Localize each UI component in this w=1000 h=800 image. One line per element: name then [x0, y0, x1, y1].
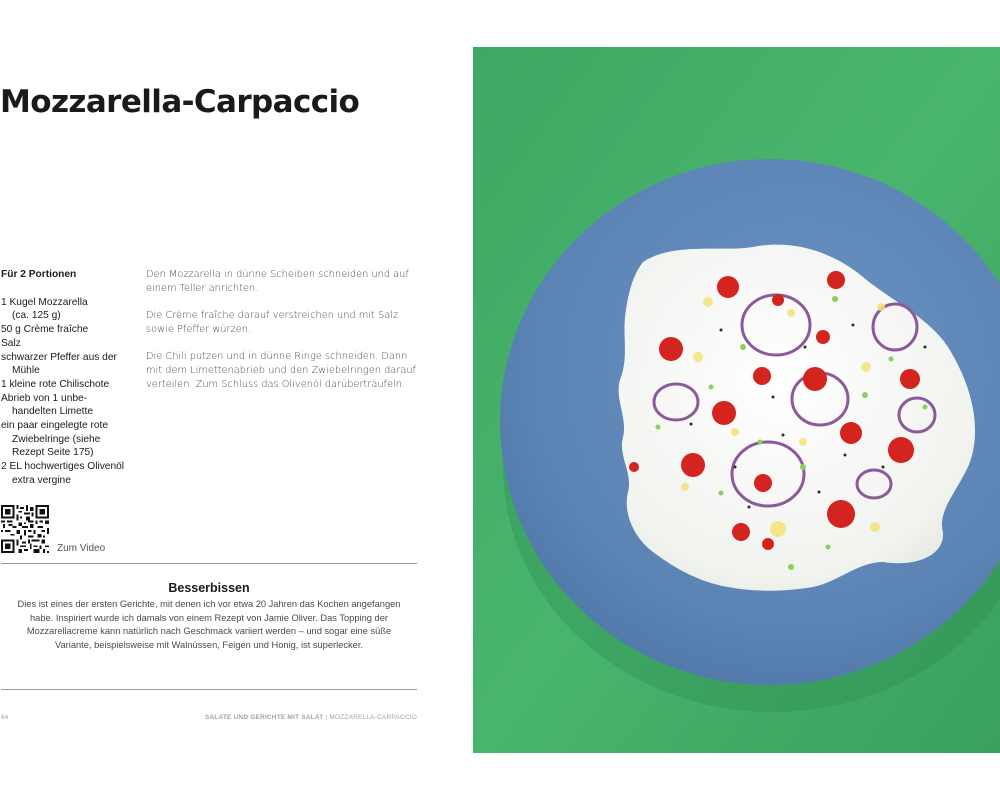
ingredient-line: Salz — [1, 337, 21, 349]
video-link-label[interactable]: Zum Video — [57, 543, 106, 554]
running-head — [205, 714, 417, 721]
ingredient-item — [1, 296, 141, 323]
video-link[interactable] — [1, 505, 121, 560]
dish-photo-illustration — [473, 47, 1000, 753]
ingredient-line-cont: Zwiebelringe (siehe — [12, 433, 101, 445]
recipe-page — [0, 0, 470, 800]
page-number: 64 — [1, 714, 9, 721]
page-footer — [1, 714, 417, 726]
ingredient-line-cont: extra vergine — [12, 474, 71, 486]
ingredient-line-cont: handelten Limette — [12, 406, 93, 418]
portions-label: Für 2 Portionen — [1, 269, 77, 280]
ingredient-line: 1 kleine rote Chilischote — [1, 378, 110, 390]
ingredient-line: 1 Kugel Mozzarella — [1, 296, 88, 308]
ingredients-column — [1, 268, 141, 488]
step-2: Die Crème fraîche darauf verstreichen und mit Salz sowie Pfeffer würzen. — [146, 310, 399, 335]
ingredient-line-cont: Mühle — [12, 365, 40, 377]
ingredient-line: 50 g Crème fraîche — [1, 324, 89, 336]
tip-title: Besserbissen — [168, 581, 250, 595]
ingredient-item — [1, 378, 141, 392]
step-3: Die Chili putzen und in dünne Ringe schneiden. Dann mit dem Limettenabrieb und den Zwiebelringen darauf verteilen. Zum Schluss das Olivenöl darüberträufeln. — [146, 351, 416, 390]
divider — [1, 689, 417, 690]
ingredient-item — [1, 419, 141, 460]
ingredient-item — [1, 460, 141, 487]
tip-box — [1, 581, 417, 652]
ingredient-item — [1, 337, 141, 351]
tip-text: Dies ist eines der ersten Gerichte, mit denen ich vor etwa 20 Jahren das Kochen angefangen habe. Inspiriert wurde ich damals von einem Rezept von Jamie Oliver. Das Topping der Mozzarellacreme kann natürlich nach Geschmack variiert werden – und sogar eine süße Variante, beispielsweise mit Walnüssen, Feigen und Honig, ist superlecker. — [17, 599, 401, 650]
ingredient-line: 2 EL hochwertiges Olivenöl — [1, 461, 125, 473]
ingredient-line: ein paar eingelegte rote — [1, 420, 109, 432]
ingredient-item — [1, 392, 141, 419]
divider — [1, 563, 417, 564]
ingredient-line-cont: Rezept Seite 175) — [12, 447, 94, 459]
ingredient-line-cont: (ca. 125 g) — [12, 310, 61, 322]
ingredient-list — [1, 296, 141, 488]
preparation-steps — [146, 268, 426, 405]
running-head-recipe: MOZZARELLA-CARPACCIO — [329, 714, 417, 721]
running-head-section: SALATE UND GERICHTE MIT SALAT — [204, 714, 324, 721]
recipe-title: Mozzarella-Carpaccio — [0, 84, 360, 120]
ingredient-line: Abrieb von 1 unbe- — [1, 392, 88, 404]
ingredient-item — [1, 351, 141, 378]
ingredient-line: schwarzer Pfeffer aus der — [1, 351, 117, 363]
running-head-separator: | — [325, 714, 328, 721]
ingredient-item — [1, 323, 141, 337]
step-1: Den Mozzarella in dünne Scheiben schneiden und auf einem Teller anrichten. — [146, 269, 409, 294]
dish-photo — [473, 47, 1000, 753]
qr-code-icon[interactable] — [1, 505, 49, 553]
